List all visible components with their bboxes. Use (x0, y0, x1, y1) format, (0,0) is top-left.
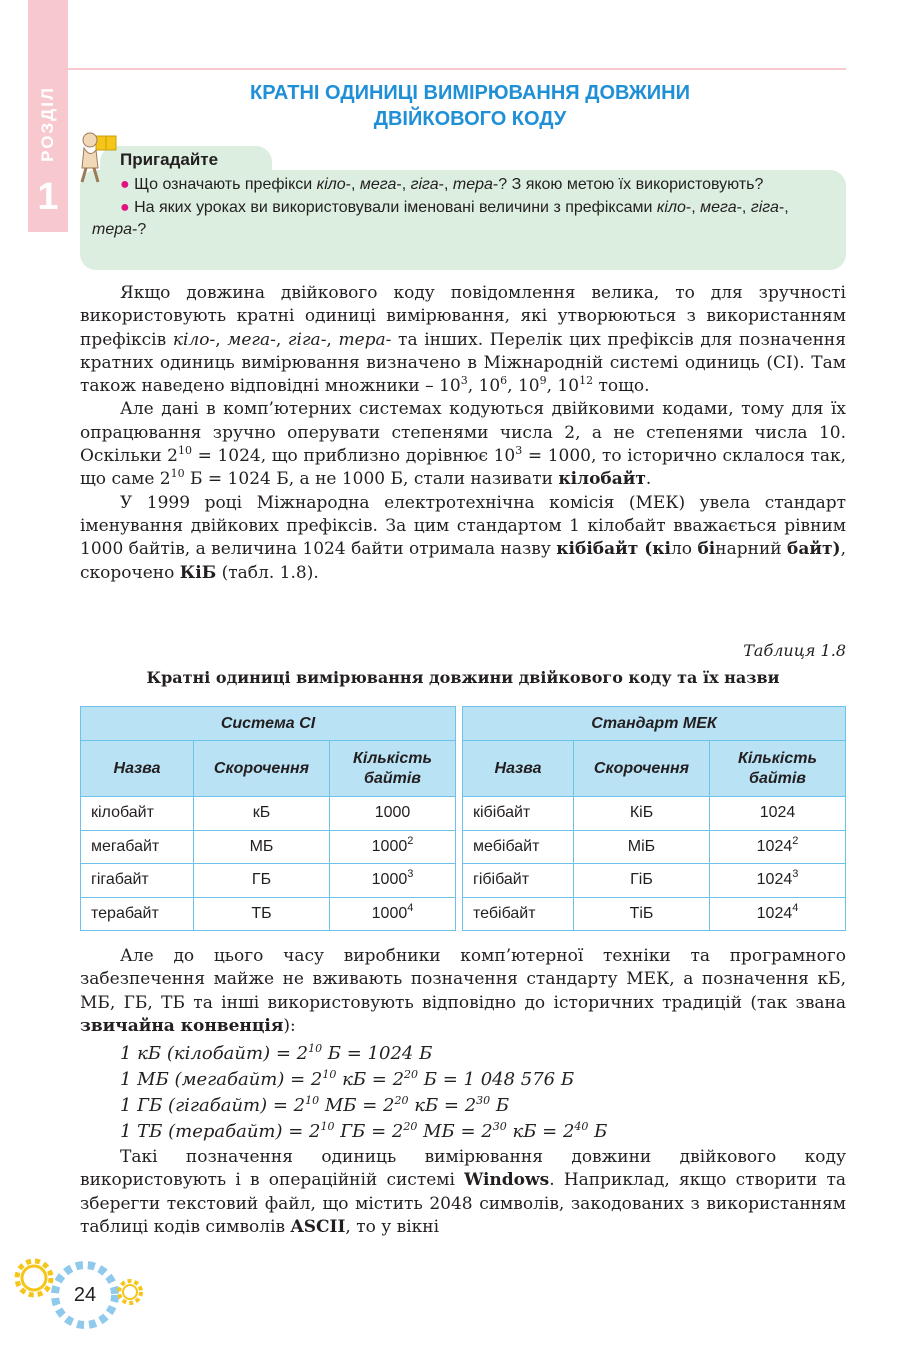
text: (табл. 1.8). (216, 562, 319, 583)
text: -, (320, 329, 339, 350)
paragraph-1 (80, 282, 846, 398)
text: Але до цього часу виробники комп’ютерної техніки та програмного забезпечення майже не вживають позначення стандарту МЕК, а позначення кБ, МБ, ГБ, ТБ та інші використовують відповідно до історичних традицій (так звана (80, 946, 846, 1013)
superscript: 10 (322, 1068, 337, 1081)
unit-abbr: ТіБ (574, 897, 710, 931)
text: Б = 1024 Б, а не 1000 Б, стали називати (184, 469, 559, 490)
bytes-exponent: 3 (792, 868, 799, 881)
unit-name: кібібайт (463, 797, 574, 831)
text: кіло (172, 329, 210, 350)
bullet-icon: ● (120, 199, 130, 216)
text: Б (490, 1095, 510, 1116)
text: кБ = 2 (506, 1121, 575, 1142)
superscript: 10 (320, 1120, 335, 1133)
table-row (81, 864, 456, 898)
unit-name: гігабайт (81, 864, 194, 898)
text: = 1000, то історично склалося так, що саме 2 (80, 446, 847, 490)
superscript: 10 (170, 467, 185, 481)
question-text: кіло (316, 176, 346, 193)
question-text: -? (132, 221, 147, 238)
text: , 10 (546, 376, 580, 397)
bytes-base: 1000 (374, 804, 411, 822)
formula-mb (120, 1069, 574, 1090)
body-text-bottom (80, 1146, 846, 1239)
unit-name: гібібайт (463, 864, 574, 898)
unit-abbr: ТБ (194, 897, 330, 931)
formula-kb (120, 1043, 432, 1064)
text: , 10 (467, 376, 501, 397)
paragraph-5 (80, 1146, 846, 1239)
text: Б = 1024 Б (322, 1043, 433, 1064)
unit-bytes (330, 797, 456, 831)
term: байт) (787, 539, 841, 560)
term: КіБ (179, 562, 217, 583)
section-title (120, 80, 820, 132)
term: ASCII (290, 1216, 346, 1237)
question-text: -, (438, 176, 453, 193)
text: нарний (715, 539, 788, 560)
unit-name: мегабайт (81, 830, 194, 864)
question-text: гіга (750, 199, 779, 216)
chapter-number: 1 (37, 176, 59, 218)
bytes-exponent: 3 (407, 868, 414, 881)
iec-table (462, 706, 846, 931)
text: , скорочено (80, 539, 846, 583)
question-text: кіло (656, 199, 686, 216)
remember-questions (92, 174, 836, 242)
question-text: -? З якою метою їх використовують? (492, 176, 764, 193)
text: - та інших. Перелік цих префіксів для позначення кратних одиниць вимірювання визначено в Міжнародній системі одиниць (СІ). Там також наведено відповідні множники – 10 (80, 329, 846, 397)
term: звичайна конвенція (80, 1015, 284, 1036)
superscript: 10 (308, 1042, 323, 1055)
unit-bytes (710, 897, 846, 931)
column-header: Кількість байтів (330, 741, 456, 797)
unit-abbr: КіБ (574, 797, 710, 831)
paragraph-2 (80, 398, 846, 491)
bytes-base: 1024 (756, 904, 793, 922)
superscript: 3 (515, 444, 523, 458)
question-text: -, (396, 176, 411, 193)
table-row (463, 797, 846, 831)
formula-tb (120, 1121, 607, 1142)
unit-bytes (330, 830, 456, 864)
bytes-exponent: 2 (407, 834, 414, 847)
unit-abbr: ГБ (194, 864, 330, 898)
unit-bytes (710, 864, 846, 898)
text: тощо. (593, 376, 650, 397)
bytes-base: 1024 (756, 837, 793, 855)
superscript: 20 (403, 1120, 418, 1133)
text: , то у вікні (345, 1216, 440, 1237)
term: кілобайт (558, 469, 646, 490)
superscript: 9 (539, 374, 547, 388)
text: МБ = 2 (417, 1121, 493, 1142)
column-header: Скорочення (194, 741, 330, 797)
unit-abbr: МБ (194, 830, 330, 864)
body-text-middle (80, 945, 846, 1038)
question-text: На яких уроках ви використовували іменовані величини з префіксами (129, 199, 657, 216)
text: тера (338, 329, 386, 350)
table-row (81, 897, 456, 931)
chapter-word: РОЗДІЛ (38, 86, 57, 162)
section-title-line-1: КРАТНІ ОДИНИЦІ ВИМІРЮВАННЯ ДОВЖИНИ (250, 82, 690, 104)
si-group-header: Система СІ (81, 707, 456, 741)
column-header: Скорочення (574, 741, 710, 797)
table-title: Кратні одиниці вимірювання довжини двійкового коду та їх назви (146, 668, 780, 687)
header-rule (68, 68, 846, 70)
table-row (463, 830, 846, 864)
question-1 (92, 174, 836, 196)
page-number: 24 (62, 1272, 108, 1318)
superscript: 3 (460, 374, 468, 388)
text: 1 ГБ (гігабайт) = 2 (120, 1095, 306, 1116)
text: кБ = 2 (408, 1095, 477, 1116)
bullet-icon: ● (120, 176, 130, 193)
table-caption: Таблиця 1.8 (743, 641, 846, 660)
text: Такі позначення одиниць вимірювання довжини двійкового коду використовують і в операційній системі (80, 1147, 846, 1191)
question-text: тера (92, 221, 133, 238)
bytes-base: 1024 (756, 871, 793, 889)
question-text: мега (359, 176, 397, 193)
formula-gb (120, 1095, 509, 1116)
unit-abbr: МіБ (574, 830, 710, 864)
text: = 1024, що приблизно дорівнює 10 (191, 446, 516, 467)
term: кібібайт (кі (556, 539, 671, 560)
text: МБ = 2 (319, 1095, 395, 1116)
table-row (81, 797, 456, 831)
unit-bytes (330, 897, 456, 931)
question-text: Що означають префікси (129, 176, 317, 193)
unit-abbr: ГіБ (574, 864, 710, 898)
text: , 10 (507, 376, 540, 397)
text: Але дані в комп’ютерних системах кодуються двійковими кодами, тому для їх опрацювання зручно оперувати степенями числа 2, а не степенями числа 10. Оскільки 2 (80, 399, 846, 467)
section-title-line-2: ДВІЙКОВОГО КОДУ (373, 108, 567, 130)
paragraph-4 (80, 945, 846, 1038)
text: гіга (287, 329, 321, 350)
unit-bytes (330, 864, 456, 898)
question-text: мега (700, 199, 737, 216)
superscript: 30 (476, 1094, 491, 1107)
si-table (80, 706, 456, 931)
superscript: 30 (492, 1120, 507, 1133)
body-text-top (80, 282, 846, 585)
question-text: тера (452, 176, 493, 193)
table-row (81, 830, 456, 864)
superscript: 40 (574, 1120, 589, 1133)
text: . Наприклад, якщо створити та зберегти текстовий файл, що містить 2048 символів, закодованих з використанням таблиці кодів символів (80, 1170, 847, 1237)
text: ): (283, 1015, 296, 1036)
table-row (463, 897, 846, 931)
text: 1 ТБ (терабайт) = 2 (120, 1121, 321, 1142)
bytes-base: 1024 (759, 804, 796, 822)
bytes-exponent: 4 (407, 901, 414, 914)
bytes-base: 1000 (371, 837, 408, 855)
question-text: -, (736, 199, 751, 216)
superscript: 20 (404, 1068, 419, 1081)
question-text: гіга (410, 176, 439, 193)
unit-name: терабайт (81, 897, 194, 931)
column-header: Назва (81, 741, 194, 797)
superscript: 12 (579, 374, 594, 388)
unit-name: мебібайт (463, 830, 574, 864)
text: 1 кБ (кілобайт) = 2 (120, 1043, 309, 1064)
text: мега (227, 329, 271, 350)
column-header: Назва (463, 741, 574, 797)
unit-name: кілобайт (81, 797, 194, 831)
text: -, (270, 329, 288, 350)
text: Б = 1 048 576 Б (418, 1069, 575, 1090)
text: -, (209, 329, 228, 350)
bytes-base: 1000 (371, 871, 408, 889)
table-row (463, 864, 846, 898)
bytes-base: 1000 (371, 904, 408, 922)
unit-name: тебібайт (463, 897, 574, 931)
unit-bytes (710, 797, 846, 831)
superscript: 10 (305, 1094, 320, 1107)
column-header: Кількість байтів (710, 741, 846, 797)
iec-group-header: Стандарт МЕК (463, 707, 846, 741)
paragraph-3 (80, 492, 846, 585)
superscript: 20 (394, 1094, 409, 1107)
text: . (645, 469, 652, 490)
unit-abbr: кБ (194, 797, 330, 831)
superscript: 10 (177, 444, 192, 458)
question-text: -, (685, 199, 701, 216)
bytes-exponent: 2 (792, 834, 799, 847)
text: Якщо довжина двійкового коду повідомлення велика, то для зручності використовують кратні одиниці вимірювання, які утворюються з використанням префіксів (80, 283, 846, 350)
term: Windows (464, 1170, 550, 1191)
unit-bytes (710, 830, 846, 864)
text: Б (588, 1121, 608, 1142)
text: У 1999 році Міжнародна електротехнічна комісія (МЕК) увела стандарт іменування двійкових префіксів. За цим стандартом 1 кілобайт вважається рівним 1000 байтів, а величина 1024 байти отримала назву (80, 492, 846, 560)
question-2 (92, 197, 836, 241)
remember-heading: Пригадайте (120, 150, 219, 169)
question-text: -, (778, 199, 789, 216)
text: 1 МБ (мегабайт) = 2 (120, 1069, 323, 1090)
question-text: -, (345, 176, 360, 193)
text: кБ = 2 (336, 1069, 405, 1090)
superscript: 6 (500, 374, 508, 388)
bytes-exponent: 4 (792, 901, 799, 914)
term: бі (697, 539, 716, 560)
text: ло (671, 539, 698, 560)
text: ГБ = 2 (334, 1121, 404, 1142)
